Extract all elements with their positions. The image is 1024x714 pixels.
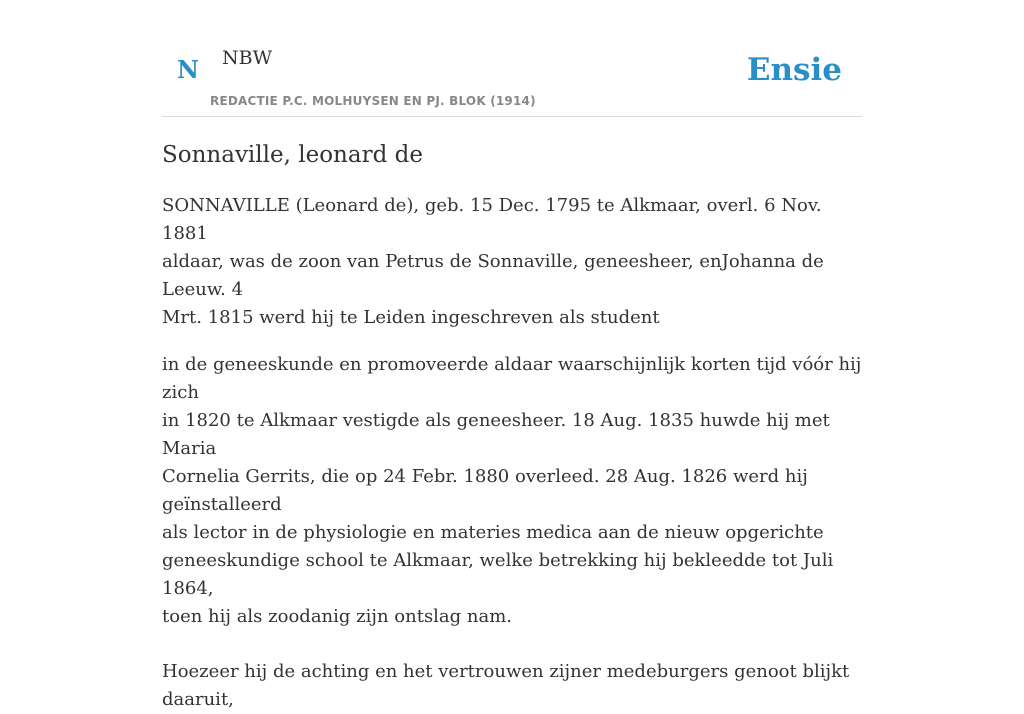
article-paragraph: SONNAVILLE (Leonard de), geb. 15 Dec. 1795 te Alkmaar, overl. 6 Nov. 1881 aldaar, was de zoon van Petrus de Sonnaville, geneesheer, enJohanna de Leeuw. 4 Mrt. 1815 werd hij te Leiden ingeschreven als student — [162, 195, 824, 328]
site-header — [162, 0, 862, 117]
source-name[interactable]: NBW — [222, 47, 273, 69]
article-body — [162, 192, 862, 714]
page-title: Sonnaville, leonard de — [162, 142, 423, 168]
brand-logo[interactable]: Ensie — [746, 52, 842, 88]
article-paragraph: in de geneeskunde en promoveerde aldaar waarschijnlijk korten tijd vóór hij zich in 1820 te Alkmaar vestigde als geneesheer. 18 Aug. 1835 huwde hij met Maria Cornelia Gerrits, die op 24 Febr. 1880 overleed. 28 Aug. 1826 werd hij geïnstalleerd als lector in de physiologie en materies medica aan de nieuw opgerichte geneeskundige school te Alkmaar, welke betrekking hij bekleedde tot Juli 1864, toen hij als zoodanig zijn ontslag nam. — [162, 354, 862, 627]
article-paragraph: Hoezeer hij de achting en het vertrouwen zijner medeburgers genoot blijkt daaruit, — [162, 661, 850, 710]
source-editors: REDACTIE P.C. MOLHUYSEN EN PJ. BLOK (1914) — [210, 94, 536, 108]
source-logo-icon[interactable]: N — [177, 55, 199, 84]
